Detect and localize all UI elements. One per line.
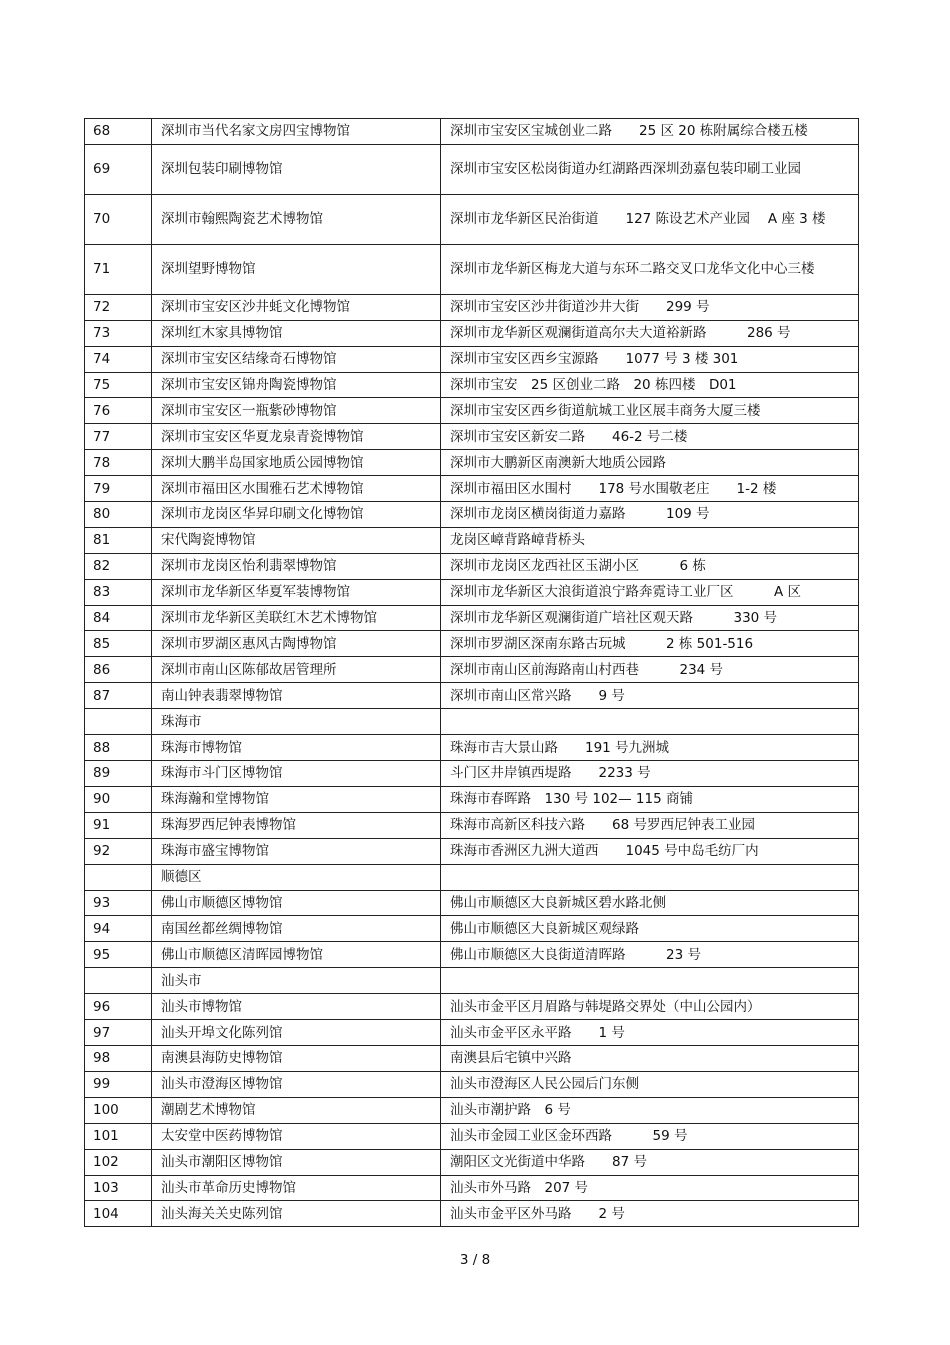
museum-address: 佛山市顺德区大良新城区碧水路北侧 [441, 890, 859, 916]
museum-name: 深圳市福田区水围雅石艺术博物馆 [152, 476, 441, 502]
museum-address [441, 864, 859, 890]
table-row [85, 527, 859, 553]
museum-number: 95 [85, 942, 152, 968]
museum-name: 汕头市澄海区博物馆 [152, 1071, 441, 1097]
museum-address: 汕头市潮护路 6 号 [441, 1097, 859, 1123]
table-row [85, 450, 859, 476]
museum-address: 汕头市金园工业区金环西路 59 号 [441, 1123, 859, 1149]
page-current: 3 [459, 1252, 469, 1268]
museum-address: 深圳市龙华新区观澜街道高尔夫大道裕新路 286 号 [441, 320, 859, 346]
museum-number: 91 [85, 812, 152, 838]
museum-name: 深圳市龙岗区怡利翡翠博物馆 [152, 553, 441, 579]
museum-address: 斗门区井岸镇西堤路 2233 号 [441, 761, 859, 787]
table-row [85, 994, 859, 1020]
museum-number: 85 [85, 631, 152, 657]
museum-number: 78 [85, 450, 152, 476]
museum-name: 深圳市罗湖区惠风古陶博物馆 [152, 631, 441, 657]
museum-name: 汕头市潮阳区博物馆 [152, 1149, 441, 1175]
museum-name: 珠海市斗门区博物馆 [152, 761, 441, 787]
museum-number: 94 [85, 916, 152, 942]
museum-number: 102 [85, 1149, 152, 1175]
museum-name: 顺德区 [152, 864, 441, 890]
region-header-row [85, 968, 859, 994]
museum-number: 100 [85, 1097, 152, 1123]
museum-address: 珠海市高新区科技六路 68 号罗西尼钟表工业园 [441, 812, 859, 838]
museum-name: 南国丝都丝绸博物馆 [152, 916, 441, 942]
table-row [85, 1149, 859, 1175]
museum-number: 96 [85, 994, 152, 1020]
museum-address: 深圳市龙岗区横岗街道力嘉路 109 号 [441, 502, 859, 528]
table-row [85, 1201, 859, 1227]
museum-number: 71 [85, 244, 152, 294]
table-row [85, 346, 859, 372]
museum-name: 深圳市宝安区华夏龙泉青瓷博物馆 [152, 424, 441, 450]
museum-address [441, 709, 859, 735]
museum-address: 深圳市宝安区宝城创业二路 25 区 20 栋附属综合楼五楼 [441, 119, 859, 145]
museum-number: 84 [85, 605, 152, 631]
table-row [85, 1123, 859, 1149]
page-separator: / [472, 1252, 478, 1268]
museum-name: 深圳望野博物馆 [152, 244, 441, 294]
museum-name: 深圳市龙华新区美联红木艺术博物馆 [152, 605, 441, 631]
museum-name: 深圳包装印刷博物馆 [152, 144, 441, 194]
table-row [85, 144, 859, 194]
table-row [85, 1175, 859, 1201]
table-row [85, 1097, 859, 1123]
museum-number: 88 [85, 735, 152, 761]
museum-name: 汕头市博物馆 [152, 994, 441, 1020]
museum-name: 深圳市宝安区一瓶紫砂博物馆 [152, 398, 441, 424]
museum-number: 83 [85, 579, 152, 605]
table-row [85, 942, 859, 968]
museum-table [84, 118, 859, 1227]
museum-number: 75 [85, 372, 152, 398]
table-row [85, 1020, 859, 1046]
museum-name: 深圳市宝安区结缘奇石博物馆 [152, 346, 441, 372]
museum-number: 77 [85, 424, 152, 450]
table-row [85, 786, 859, 812]
museum-address: 龙岗区嶂背路嶂背桥头 [441, 527, 859, 553]
museum-address: 深圳市龙华新区民治街道 127 陈设艺术产业园 A 座 3 楼 [441, 194, 859, 244]
table-row [85, 735, 859, 761]
table-row [85, 683, 859, 709]
table-row [85, 119, 859, 145]
museum-address: 深圳市龙岗区龙西社区玉湖小区 6 栋 [441, 553, 859, 579]
museum-name: 珠海罗西尼钟表博物馆 [152, 812, 441, 838]
table-row [85, 476, 859, 502]
museum-number: 103 [85, 1175, 152, 1201]
table-row [85, 372, 859, 398]
museum-number: 93 [85, 890, 152, 916]
table-row [85, 194, 859, 244]
table-row [85, 631, 859, 657]
table-row [85, 424, 859, 450]
table-row [85, 1071, 859, 1097]
table-row [85, 657, 859, 683]
museum-name: 佛山市顺德区博物馆 [152, 890, 441, 916]
museum-number: 68 [85, 119, 152, 145]
museum-name: 深圳市南山区陈郁故居管理所 [152, 657, 441, 683]
museum-address [441, 968, 859, 994]
museum-address: 深圳市宝安区西乡宝源路 1077 号 3 楼 301 [441, 346, 859, 372]
museum-name: 珠海市 [152, 709, 441, 735]
museum-name: 珠海市盛宝博物馆 [152, 838, 441, 864]
table-row [85, 294, 859, 320]
region-header-row [85, 709, 859, 735]
museum-address: 深圳市福田区水围村 178 号水围敬老庄 1-2 楼 [441, 476, 859, 502]
museum-address: 深圳市龙华新区大浪街道浪宁路奔霓诗工业厂区 A 区 [441, 579, 859, 605]
museum-number [85, 864, 152, 890]
museum-name: 潮剧艺术博物馆 [152, 1097, 441, 1123]
museum-number: 70 [85, 194, 152, 244]
museum-address: 深圳市罗湖区深南东路古玩城 2 栋 501-516 [441, 631, 859, 657]
museum-name: 深圳市宝安区沙井蚝文化博物馆 [152, 294, 441, 320]
museum-name: 深圳市龙岗区华昇印刷文化博物馆 [152, 502, 441, 528]
museum-name: 深圳市龙华新区华夏军装博物馆 [152, 579, 441, 605]
museum-name: 深圳红木家具博物馆 [152, 320, 441, 346]
museum-name: 深圳大鹏半岛国家地质公园博物馆 [152, 450, 441, 476]
museum-number: 69 [85, 144, 152, 194]
table-row [85, 890, 859, 916]
table-row [85, 244, 859, 294]
museum-number [85, 709, 152, 735]
table-row [85, 579, 859, 605]
museum-address: 佛山市顺德区大良新城区观绿路 [441, 916, 859, 942]
museum-number: 92 [85, 838, 152, 864]
museum-address: 深圳市龙华新区梅龙大道与东环二路交叉口龙华文化中心三楼 [441, 244, 859, 294]
museum-address: 深圳市宝安 25 区创业二路 20 栋四楼 D01 [441, 372, 859, 398]
museum-address: 潮阳区文光街道中华路 87 号 [441, 1149, 859, 1175]
museum-name: 深圳市当代名家文房四宝博物馆 [152, 119, 441, 145]
museum-name: 汕头海关关史陈列馆 [152, 1201, 441, 1227]
museum-address: 汕头市金平区外马路 2 号 [441, 1201, 859, 1227]
museum-address: 佛山市顺德区大良街道清晖路 23 号 [441, 942, 859, 968]
museum-number: 73 [85, 320, 152, 346]
museum-number: 97 [85, 1020, 152, 1046]
museum-name: 汕头开埠文化陈列馆 [152, 1020, 441, 1046]
museum-name: 太安堂中医药博物馆 [152, 1123, 441, 1149]
museum-name: 深圳市宝安区锦舟陶瓷博物馆 [152, 372, 441, 398]
museum-number: 89 [85, 761, 152, 787]
museum-number: 74 [85, 346, 152, 372]
table-row [85, 1046, 859, 1072]
museum-name: 汕头市 [152, 968, 441, 994]
museum-number: 80 [85, 502, 152, 528]
museum-address: 深圳市宝安区沙井街道沙井大街 299 号 [441, 294, 859, 320]
museum-number: 98 [85, 1046, 152, 1072]
museum-number: 82 [85, 553, 152, 579]
museum-name: 宋代陶瓷博物馆 [152, 527, 441, 553]
museum-address: 汕头市金平区月眉路与韩堤路交界处（中山公园内） [441, 994, 859, 1020]
museum-address: 珠海市香洲区九洲大道西 1045 号中岛毛纺厂内 [441, 838, 859, 864]
museum-number: 87 [85, 683, 152, 709]
museum-address: 深圳市南山区常兴路 9 号 [441, 683, 859, 709]
museum-number: 76 [85, 398, 152, 424]
page-indicator [0, 1252, 950, 1268]
museum-address: 珠海市春晖路 130 号 102— 115 商铺 [441, 786, 859, 812]
museum-address: 汕头市澄海区人民公园后门东侧 [441, 1071, 859, 1097]
page-total: 8 [481, 1252, 491, 1268]
museum-number: 90 [85, 786, 152, 812]
table-row [85, 916, 859, 942]
museum-name: 南澳县海防史博物馆 [152, 1046, 441, 1072]
museum-number: 72 [85, 294, 152, 320]
museum-number: 79 [85, 476, 152, 502]
museum-address: 深圳市宝安区新安二路 46-2 号二楼 [441, 424, 859, 450]
museum-name: 南山钟表翡翠博物馆 [152, 683, 441, 709]
museum-name: 汕头市革命历史博物馆 [152, 1175, 441, 1201]
table-row [85, 553, 859, 579]
museum-name: 珠海市博物馆 [152, 735, 441, 761]
museum-address: 深圳市宝安区松岗街道办红湖路西深圳劲嘉包装印刷工业园 [441, 144, 859, 194]
table-row [85, 812, 859, 838]
museum-table-body [85, 119, 859, 1227]
table-row [85, 320, 859, 346]
museum-address: 南澳县后宅镇中兴路 [441, 1046, 859, 1072]
museum-address: 珠海市吉大景山路 191 号九洲城 [441, 735, 859, 761]
museum-number [85, 968, 152, 994]
museum-number: 81 [85, 527, 152, 553]
table-row [85, 838, 859, 864]
table-row [85, 398, 859, 424]
table-row [85, 761, 859, 787]
region-header-row [85, 864, 859, 890]
table-row [85, 605, 859, 631]
museum-address: 深圳市宝安区西乡街道航城工业区展丰商务大厦三楼 [441, 398, 859, 424]
museum-number: 99 [85, 1071, 152, 1097]
museum-address: 汕头市外马路 207 号 [441, 1175, 859, 1201]
museum-name: 珠海瀚和堂博物馆 [152, 786, 441, 812]
museum-number: 86 [85, 657, 152, 683]
museum-number: 104 [85, 1201, 152, 1227]
museum-address: 汕头市金平区永平路 1 号 [441, 1020, 859, 1046]
table-row [85, 502, 859, 528]
museum-name: 佛山市顺德区清晖园博物馆 [152, 942, 441, 968]
museum-name: 深圳市翰熙陶瓷艺术博物馆 [152, 194, 441, 244]
museum-address: 深圳市大鹏新区南澳新大地质公园路 [441, 450, 859, 476]
museum-address: 深圳市南山区前海路南山村西巷 234 号 [441, 657, 859, 683]
museum-address: 深圳市龙华新区观澜街道广培社区观天路 330 号 [441, 605, 859, 631]
museum-number: 101 [85, 1123, 152, 1149]
